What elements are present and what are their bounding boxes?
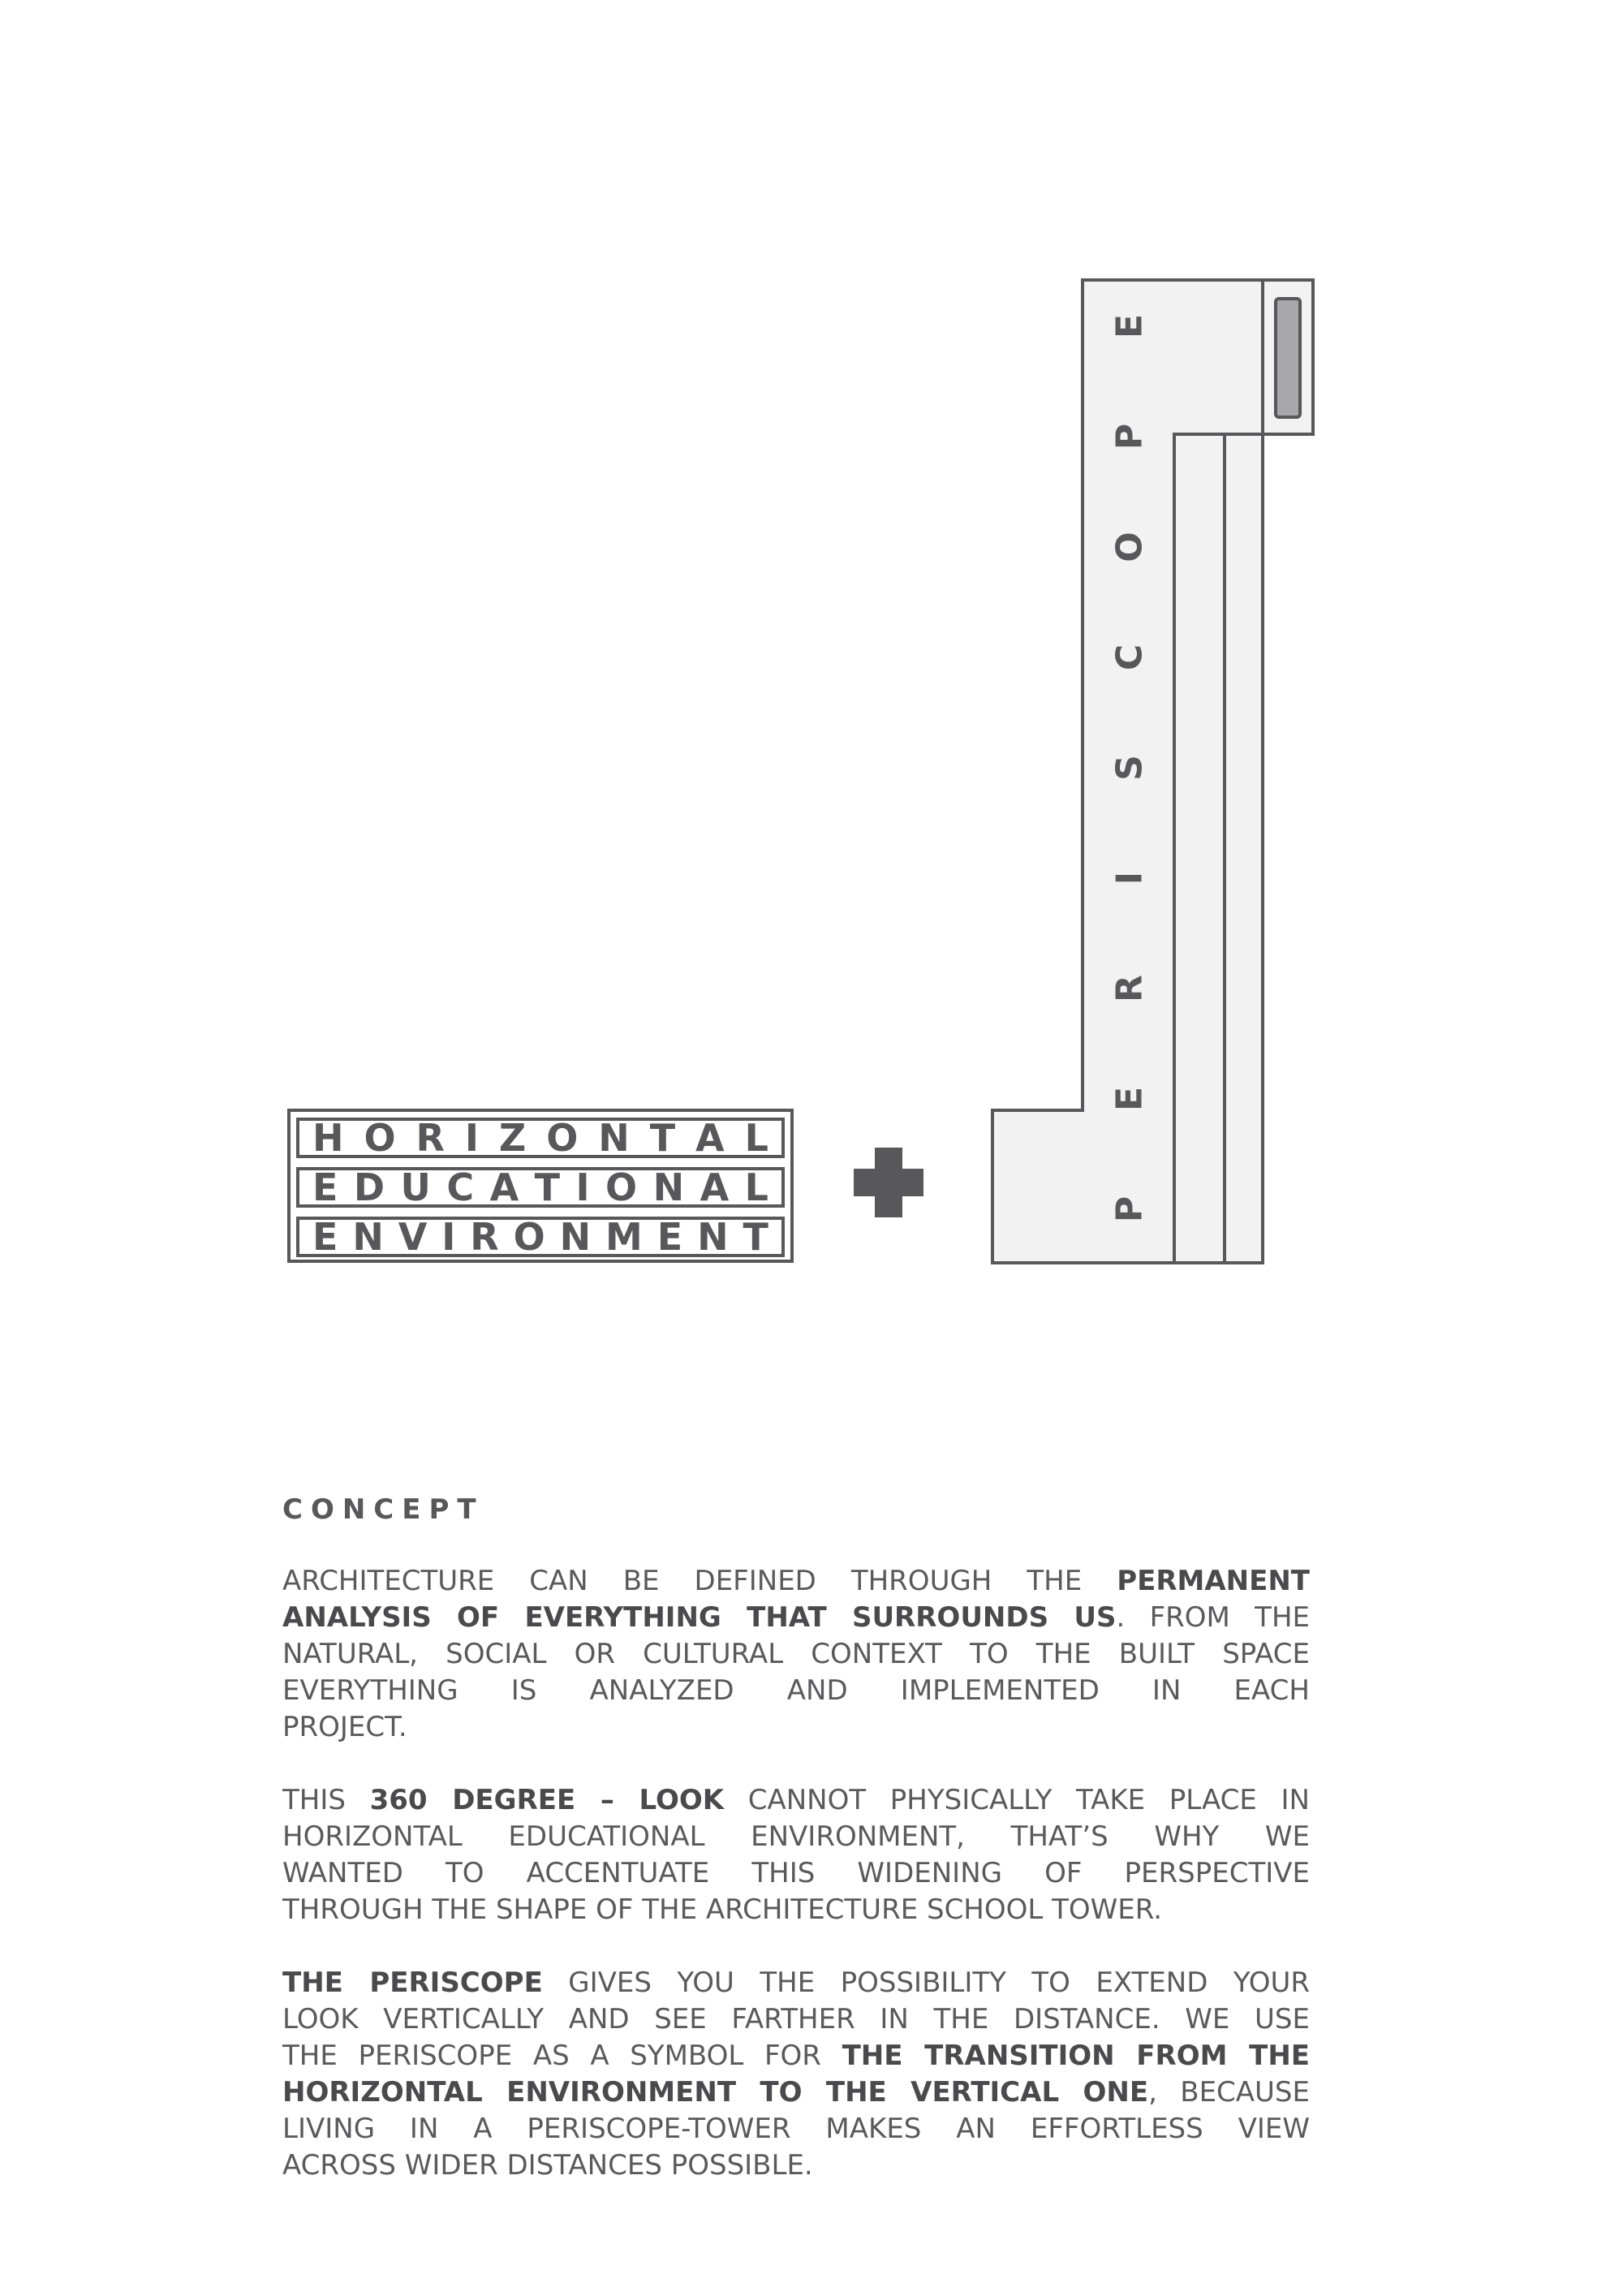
row-letter: T — [534, 1165, 561, 1209]
row-letter: O — [513, 1215, 545, 1259]
row-letter: D — [353, 1165, 385, 1209]
row-letter: U — [400, 1165, 431, 1209]
row-letter: N — [697, 1215, 729, 1259]
p1-line-1: ARCHITECTURE CAN BE DEFINED THROUGH THE PERMANENT — [282, 1565, 1310, 1597]
tower-label-letter: E — [1109, 1086, 1151, 1112]
p3-line-3: THE PERISCOPE AS A SYMBOL FOR THE TRANSITION FROM THE — [282, 2040, 1311, 2072]
row-letter: E — [312, 1165, 338, 1209]
p3-line-4: HORIZONTAL ENVIRONMENT TO THE VERTICAL ONE, BECAUSE — [282, 2076, 1310, 2109]
row-letter: O — [605, 1165, 638, 1209]
row-letter: E — [312, 1215, 338, 1259]
p3-line-2: LOOK VERTICALLY AND SEE FARTHER IN THE DISTANCE. WE USE — [282, 2003, 1310, 2035]
row-letter: N — [652, 1165, 685, 1209]
tower-label-letter: O — [1109, 532, 1151, 562]
tower-label-letter: E — [1109, 313, 1151, 339]
row-letter: C — [446, 1165, 475, 1209]
concept-heading: CONCEPT — [282, 1493, 484, 1526]
tower-label-letter: P — [1109, 423, 1151, 450]
tower-shaft — [1174, 434, 1225, 1263]
tower-label-letter: R — [1109, 975, 1151, 1002]
p1-line-2: ANALYSIS OF EVERYTHING THAT SURROUNDS US. FROM THE — [282, 1601, 1310, 1634]
row-letter: L — [744, 1116, 768, 1160]
row-letter: M — [605, 1215, 643, 1259]
row-letter: T — [649, 1116, 676, 1160]
p1-line-3: NATURAL, SOCIAL OR CULTURAL CONTEXT TO THE BUILT SPACE — [282, 1638, 1310, 1670]
row-letter: O — [364, 1116, 396, 1160]
row-letter: A — [700, 1165, 730, 1209]
row-letter: O — [546, 1116, 579, 1160]
row-letter: N — [352, 1215, 384, 1259]
row-letter: I — [575, 1165, 590, 1209]
tower-label-letter: S — [1109, 755, 1151, 781]
periscope-lens-icon — [1276, 299, 1300, 417]
row-letter: T — [743, 1215, 768, 1259]
p3-line-6: ACROSS WIDER DISTANCES POSSIBLE. — [282, 2149, 813, 2182]
row-letter: I — [464, 1116, 479, 1160]
concept-paragraph-1 — [282, 1563, 1310, 1746]
row-letter: R — [415, 1116, 445, 1160]
tower-label-letter: P — [1109, 1195, 1151, 1223]
p2-line-3: WANTED TO ACCENTUATE THIS WIDENING OF PERSPECTIVE — [282, 1857, 1310, 1889]
p3-line-5: LIVING IN A PERISCOPE-TOWER MAKES AN EFFORTLESS VIEW — [282, 2113, 1310, 2145]
row-letter: R — [470, 1215, 499, 1259]
row-letter: A — [489, 1165, 519, 1209]
row-letter: A — [695, 1116, 725, 1160]
row-letter: V — [398, 1215, 428, 1259]
p1-line-5: PROJECT. — [282, 1711, 407, 1743]
row-letter: Z — [498, 1116, 527, 1160]
row-letter: I — [441, 1215, 456, 1259]
row-letter: N — [559, 1215, 592, 1259]
p2-line-4: THROUGH THE SHAPE OF THE ARCHITECTURE SCHOOL TOWER. — [282, 1893, 1162, 1926]
p2-line-1: THIS 360 DEGREE – LOOK CANNOT PHYSICALLY TAKE PLACE IN — [282, 1784, 1310, 1816]
p3-line-1: THE PERISCOPE GIVES YOU THE POSSIBILITY TO EXTEND YOUR — [282, 1966, 1310, 1999]
p2-line-2: HORIZONTAL EDUCATIONAL ENVIRONMENT, THAT’S WHY WE — [282, 1820, 1310, 1853]
row-letter: E — [657, 1215, 683, 1259]
p1-line-4: EVERYTHING IS ANALYZED AND IMPLEMENTED IN EACH — [282, 1674, 1310, 1707]
row-letter: N — [598, 1116, 630, 1160]
row-letter: H — [312, 1116, 344, 1160]
tower-label-letter: I — [1109, 871, 1151, 885]
concept-paragraph-3 — [282, 1965, 1310, 2184]
concept-paragraph-2 — [282, 1782, 1310, 1928]
tower-label-letter: C — [1109, 644, 1151, 671]
row-letter: L — [744, 1165, 768, 1209]
